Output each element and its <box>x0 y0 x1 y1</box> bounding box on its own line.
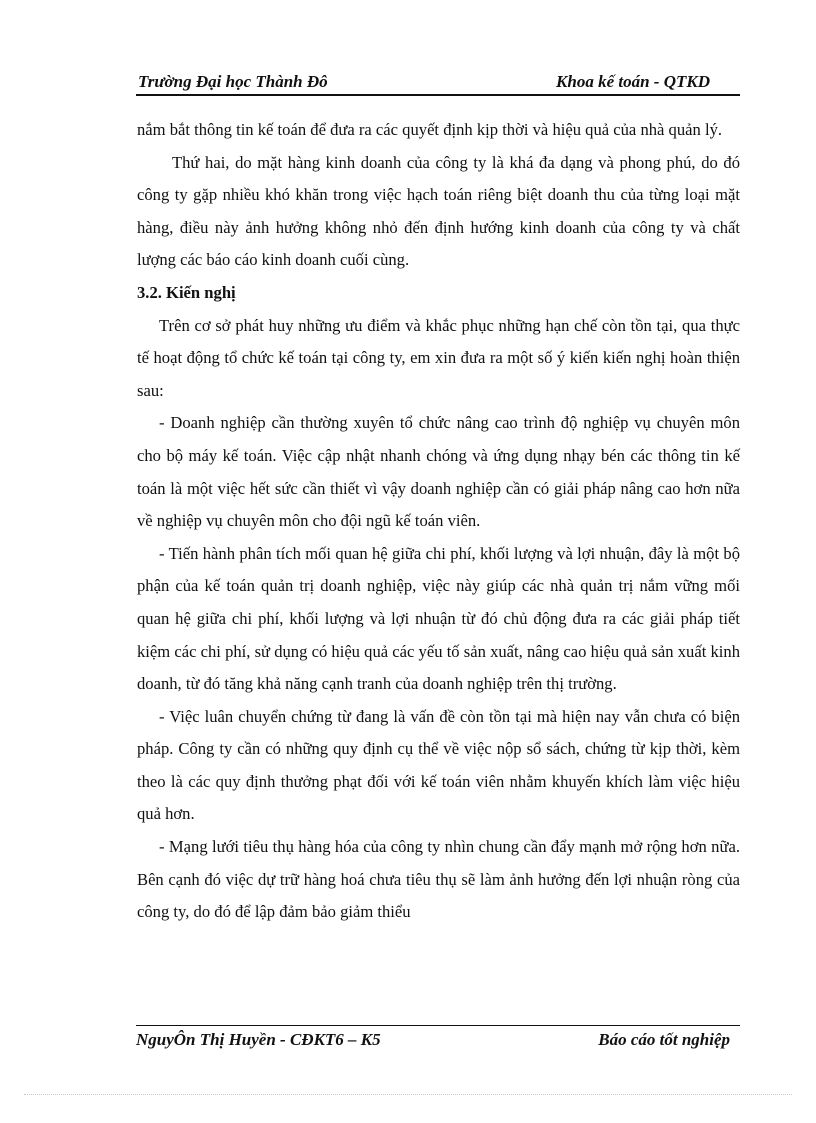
paragraph-recommendation-4: - Mạng lưới tiêu thụ hàng hóa của công ty nhìn chung cần đẩy mạnh mở rộng hơn nữa. Bên cạnh đó việc dự trữ hàng hoá chưa tiêu thụ sẽ làm ảnh hưởng đến lợi nhuận ròng của công ty, do đó để lập đảm bảo giảm thiểu <box>137 837 740 922</box>
footer-report-type: Báo cáo tốt nghiệp <box>598 1030 730 1049</box>
document-body <box>137 114 740 929</box>
section-heading: 3.2. Kiến nghị <box>137 282 236 302</box>
paragraph-recommendation-1: - Doanh nghiệp cần thường xuyên tổ chức nâng cao trình độ nghiệp vụ chuyên môn cho bộ máy kế toán. Việc cập nhật nhanh chóng và ứng dụng nhạy bén các thông tin kế toán là một việc hết sức cần thiết vì vậy doanh nghiệp cần có giải pháp nâng cao hơn nữa về nghiệp vụ chuyên môn cho đội ngũ kế toán viên. <box>137 413 740 531</box>
page-bottom-divider <box>24 1094 792 1095</box>
paragraph-continuation: nắm bắt thông tin kế toán để đưa ra các quyết định kịp thời và hiệu quả của nhà quản lý. <box>137 120 723 139</box>
header-department: Khoa kế toán - QTKD <box>556 72 710 91</box>
paragraph-second-point: Thứ hai, do mặt hàng kinh doanh của công ty là khá đa dạng và phong phú, do đó công ty gặp nhiều khó khăn trong việc hạch toán riêng biệt doanh thu của từng loại mặt hàng, điều này ảnh hưởng không nhỏ đến định hướng kinh doanh của công ty và chất lượng các báo cáo kinh doanh cuối cùng. <box>137 152 740 270</box>
header-school-name: Trường Đại học Thành Đô <box>138 72 328 91</box>
paragraph-recommendation-3: - Việc luân chuyển chứng từ đang là vấn đề còn tồn tại mà hiện nay vẫn chưa có biện pháp. Công ty cần có những quy định cụ thể về việc nộp sổ sách, chứng từ kịp thời, kèm theo là các quy định thưởng phạt đối với kế toán viên nhằm khuyến khích làm việc hiệu quả hơn. <box>137 706 740 824</box>
paragraph-intro: Trên cơ sở phát huy những ưu điểm và khắc phục những hạn chế còn tồn tại, qua thực tế hoạt động tổ chức kế toán tại công ty, em xin đưa ra một số ý kiến kiến nghị hoàn thiện sau: <box>137 315 740 400</box>
page-footer <box>136 1025 740 1052</box>
footer-author: NguyÔn Thị Huyền - CĐKT6 – K5 <box>136 1030 381 1049</box>
page-header <box>136 72 740 96</box>
paragraph-recommendation-2: - Tiến hành phân tích mối quan hệ giữa chi phí, khối lượng và lợi nhuận, đây là một bộ phận của kế toán quản trị doanh nghiệp, việc này giúp các nhà quản trị nắm vững mối quan hệ giữa chi phí, khối lượng và lợi nhuận từ đó chủ động đưa ra các giải pháp tiết kiệm các chi phí, sử dụng có hiệu quả các yếu tố sản xuất, nâng cao hiệu quả sản xuất kinh doanh, từ đó tăng khả năng cạnh tranh của doanh nghiệp trên thị trường. <box>137 543 740 694</box>
